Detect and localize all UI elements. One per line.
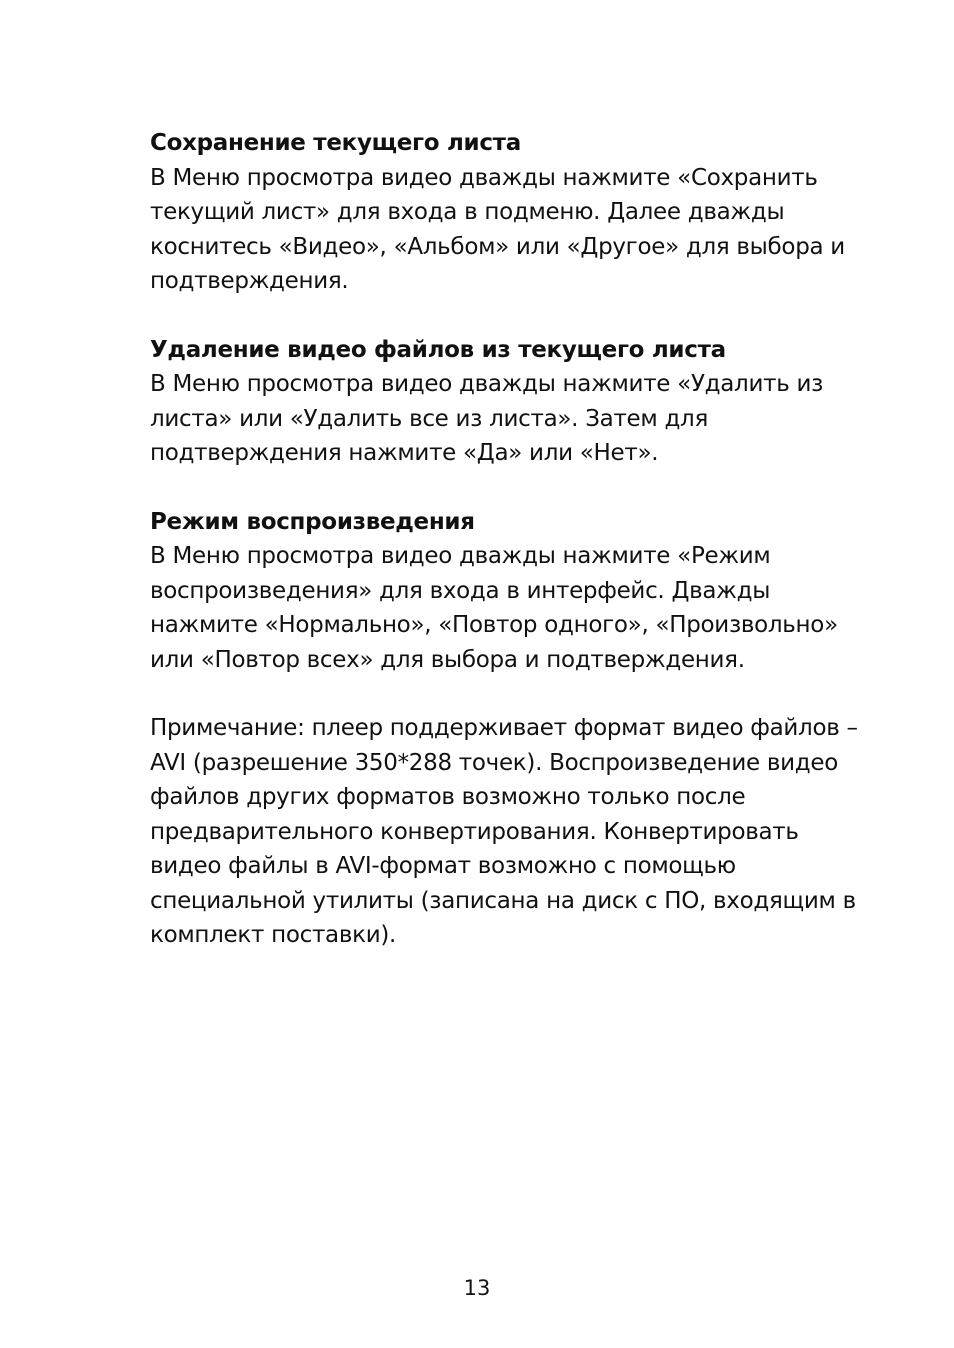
- section-heading: Сохранение текущего листа: [150, 130, 521, 156]
- section-text: В Меню просмотра видео дважды нажмите «Сохранить текущий лист» для входа в подменю. Далее дважды коснитесь «Видео», «Альбом» или «Другое» для выбора и подтверждения.: [150, 164, 845, 294]
- section-note: [150, 711, 860, 953]
- section-heading: Удаление видео файлов из текущего листа: [150, 336, 726, 363]
- note-text: Примечание: плеер поддерживает формат видео файлов – AVI (разрешение 350*288 точек). Воспроизведение видео файлов других форматов возможно только после предварительного конвертирования. Конвертировать видео файлы в AVI-формат возможно с помощью специальной утилиты (записана на диск с ПО, входящим в комплект поставки).: [150, 715, 858, 948]
- section-delete-video-files: [150, 333, 860, 471]
- section-playback-mode: [150, 505, 860, 678]
- section-text: В Меню просмотра видео дважды нажмите «Режим воспроизведения» для входа в интерфейс. Дважды нажмите «Нормально», «Повтор одного», «Произвольно» или «Повтор всех» для выбора и подтверждения.: [150, 543, 838, 673]
- section-save-current-list: [150, 126, 860, 299]
- section-heading: Режим воспроизведения: [150, 508, 475, 535]
- section-text: В Меню просмотра видео дважды нажмите «Удалить из листа» или «Удалить все из листа». Затем для подтверждения нажмите «Да» или «Нет».: [150, 371, 824, 466]
- page-number: 13: [463, 1276, 491, 1300]
- page-content: [150, 126, 860, 953]
